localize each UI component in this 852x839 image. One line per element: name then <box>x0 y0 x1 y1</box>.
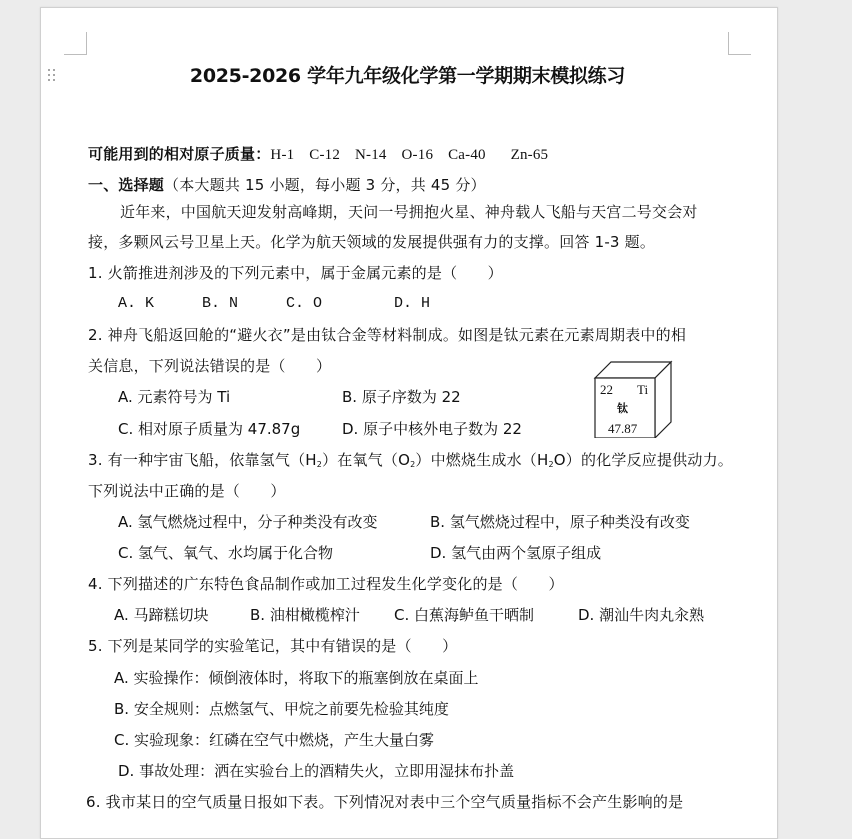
q5-option-b: B. 安全规则：点燃氢气、甲烷之前要先检验其纯度 <box>114 700 449 718</box>
question-4-stem: 4. 下列描述的广东特色食品制作或加工过程发生化学变化的是（ ） <box>88 575 564 593</box>
question-3-stem-line-2: 下列说法中正确的是（ ） <box>88 482 286 500</box>
atomic-mass-o: O-16 <box>401 147 434 163</box>
section-title: 一、选择题 <box>88 176 165 194</box>
subscript: 2 <box>410 460 416 469</box>
question-2-stem-line-1: 2. 神舟飞船返回舱的“避火衣”是由钛合金等材料制成。如图是钛元素在元素周期表中的相 <box>88 326 687 344</box>
q1-option-b: B. N <box>202 295 239 312</box>
q3-stem-part: O）的化学反应提供动力。 <box>553 451 733 469</box>
atomic-mass: 47.87 <box>608 421 638 436</box>
question-6-stem: 6. 我市某日的空气质量日报如下表。下列情况对表中三个空气质量指标不会产生影响的是 <box>86 793 684 811</box>
q4-option-a: A. 马蹄糕切块 <box>114 606 209 624</box>
q2-option-c: C. 相对原子质量为 47.87g <box>118 420 301 438</box>
atomic-mass-c: C-12 <box>309 147 341 163</box>
q2-option-d: D. 原子中核外电子数为 22 <box>342 420 522 438</box>
atomic-masses-label: 可能用到的相对原子质量： <box>88 145 271 163</box>
q4-option-d: D. 潮汕牛肉丸汆熟 <box>578 606 705 624</box>
subscript: 2 <box>316 460 323 469</box>
question-2-stem-line-2: 关信息，下列说法错误的是（ ） <box>88 357 332 375</box>
margin-corner-top-right <box>728 32 751 55</box>
q3-option-a: A. 氢气燃烧过程中，分子种类没有改变 <box>118 513 378 531</box>
atomic-mass-n: N-14 <box>354 147 387 163</box>
question-1-stem: 1. 火箭推进剂涉及的下列元素中，属于金属元素的是（ ） <box>88 264 503 282</box>
q5-option-c: C. 实验现象：红磷在空气中燃烧，产生大量白雾 <box>114 731 435 749</box>
q4-option-b: B. 油柑橄榄榨汁 <box>250 606 360 624</box>
atomic-mass-zn: Zn-65 <box>510 147 549 163</box>
q1-option-c: C. O <box>286 295 323 312</box>
q2-option-b: B. 原子序数为 22 <box>342 388 461 406</box>
q5-option-d: D. 事故处理：洒在实验台上的酒精失火，立即用湿抹布扑盖 <box>118 762 515 780</box>
q1-option-d: D. H <box>394 295 431 312</box>
q3-stem-part: ）中燃烧生成水（H <box>415 451 549 469</box>
section-note: （本大题共 15 小题，每小题 3 分，共 45 分） <box>164 176 486 194</box>
element-name: 钛 <box>617 402 628 415</box>
q3-option-c: C. 氢气、氧气、水均属于化合物 <box>118 544 334 562</box>
question-3-stem-line-1 <box>88 450 733 475</box>
q4-option-c: C. 白蕉海鲈鱼干晒制 <box>394 606 535 624</box>
question-5-stem: 5. 下列是某同学的实验笔记，其中有错误的是（ ） <box>88 637 458 655</box>
atomic-number: 22 <box>600 382 613 397</box>
section-heading <box>88 175 486 195</box>
atomic-mass-ca: Ca-40 <box>448 147 486 163</box>
margin-corner-top-left <box>64 32 87 55</box>
drag-handle-icon[interactable] <box>48 69 56 81</box>
intro-line-2: 接，多颗风云号卫星上天。化学为航天领域的发展提供强有力的支撑。回答 1-3 题。 <box>88 233 656 251</box>
intro-line-1: 近年来，中国航天迎发射高峰期，天问一号拥抱火星、神舟载人飞船与天宫二号交会对 <box>120 203 698 221</box>
q2-option-a: A. 元素符号为 Ti <box>118 388 231 406</box>
subscript: 2 <box>548 460 554 469</box>
atomic-mass-h: H-1 <box>270 147 295 163</box>
q5-option-a: A. 实验操作：倾倒液体时，将取下的瓶塞倒放在桌面上 <box>114 669 479 687</box>
document-title: 2025-2026 学年九年级化学第一学期期末模拟练习 <box>189 65 626 87</box>
q3-stem-part: 3. 有一种宇宙飞船，依靠氢气（H <box>88 451 317 469</box>
q3-option-d: D. 氢气由两个氢原子组成 <box>430 544 602 562</box>
atomic-masses-line <box>88 144 548 165</box>
q1-option-a: A. K <box>118 295 155 312</box>
q3-option-b: B. 氢气燃烧过程中，原子种类没有改变 <box>430 513 690 531</box>
titanium-element-figure <box>593 360 673 438</box>
element-symbol: Ti <box>637 382 649 397</box>
q3-stem-part: ）在氧气（O <box>322 451 411 469</box>
